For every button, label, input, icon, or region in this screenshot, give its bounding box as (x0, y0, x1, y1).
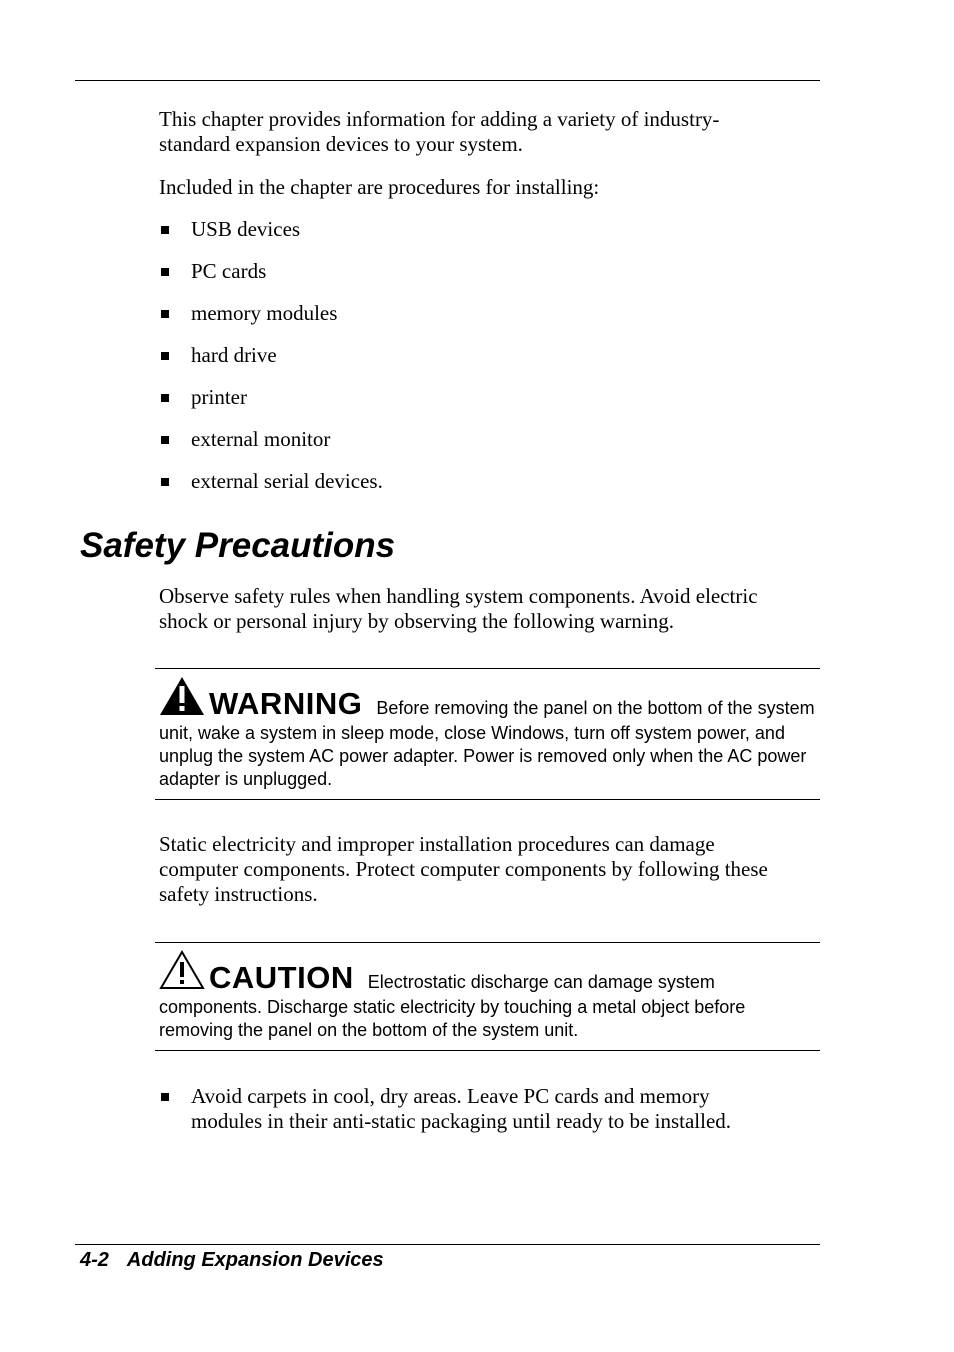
caution-bottom-rule (155, 1050, 820, 1051)
footer-rule (75, 1244, 820, 1245)
section-heading: Safety Precautions (80, 526, 396, 565)
section-line-2: shock or personal injury by observing the following warning. (159, 609, 674, 633)
intro-line-2: standard expansion devices to your system. (159, 132, 523, 156)
square-bullet-icon (161, 394, 169, 402)
caution-top-rule (155, 942, 820, 943)
square-bullet-icon (161, 436, 169, 444)
square-bullet-icon (161, 226, 169, 234)
section-line-1: Observe safety rules when handling system components. Avoid electric (159, 584, 758, 608)
square-bullet-icon (161, 1093, 169, 1101)
list-item: PC cards (159, 259, 819, 284)
section-paragraph (159, 584, 819, 634)
warning-label: WARNING (209, 686, 363, 721)
square-bullet-icon (161, 268, 169, 276)
square-bullet-icon (161, 310, 169, 318)
safety-line-1: Avoid carpets in cool, dry areas. Leave PC cards and memory (191, 1084, 710, 1108)
warning-bottom-rule (155, 799, 820, 800)
page-footer (80, 1247, 384, 1273)
intro-list-lead: Included in the chapter are procedures for installing: (159, 175, 600, 199)
list-item: external monitor (159, 427, 819, 452)
static-line-2: computer components. Protect computer components by following these (159, 857, 768, 881)
intro-line-1: This chapter provides information for adding a variety of industry- (159, 107, 720, 131)
warning-label-group (159, 676, 362, 722)
static-line-3: safety instructions. (159, 882, 318, 906)
list-item: USB devices (159, 217, 819, 242)
caution-text: Electrostatic discharge can damage system components. Discharge static electricity by touching a metal object before removing the panel on the bottom of the system unit. (159, 972, 746, 1040)
warning-top-rule (155, 668, 820, 669)
caution-triangle-outline-icon (159, 950, 205, 996)
warning-text: Before removing the panel on the bottom of the system unit, wake a system in sleep mode, close Windows, turn off system power, and unplug the system AC power adapter. Power is removed only when the AC power adapter is unplugged. (159, 698, 815, 789)
list-item: memory modules (159, 301, 819, 326)
list-item: hard drive (159, 343, 819, 368)
warning-notice (159, 676, 821, 791)
caution-label: CAUTION (209, 960, 354, 995)
intro-paragraph (159, 107, 819, 157)
static-line-1: Static electricity and improper installation procedures can damage (159, 832, 715, 856)
list-item: external serial devices. (159, 469, 819, 494)
square-bullet-icon (161, 478, 169, 486)
list-item: printer (159, 385, 819, 410)
chapter-title: Adding Expansion Devices (126, 1249, 384, 1271)
warning-triangle-filled-icon (159, 676, 205, 722)
list-item (159, 1084, 819, 1134)
page-number: 4-2 (80, 1249, 109, 1271)
caution-notice (159, 950, 821, 1042)
header-rule (75, 80, 820, 81)
static-paragraph (159, 832, 819, 907)
caution-label-group (159, 950, 354, 996)
square-bullet-icon (161, 352, 169, 360)
safety-line-2: modules in their anti-static packaging until ready to be installed. (191, 1109, 732, 1133)
